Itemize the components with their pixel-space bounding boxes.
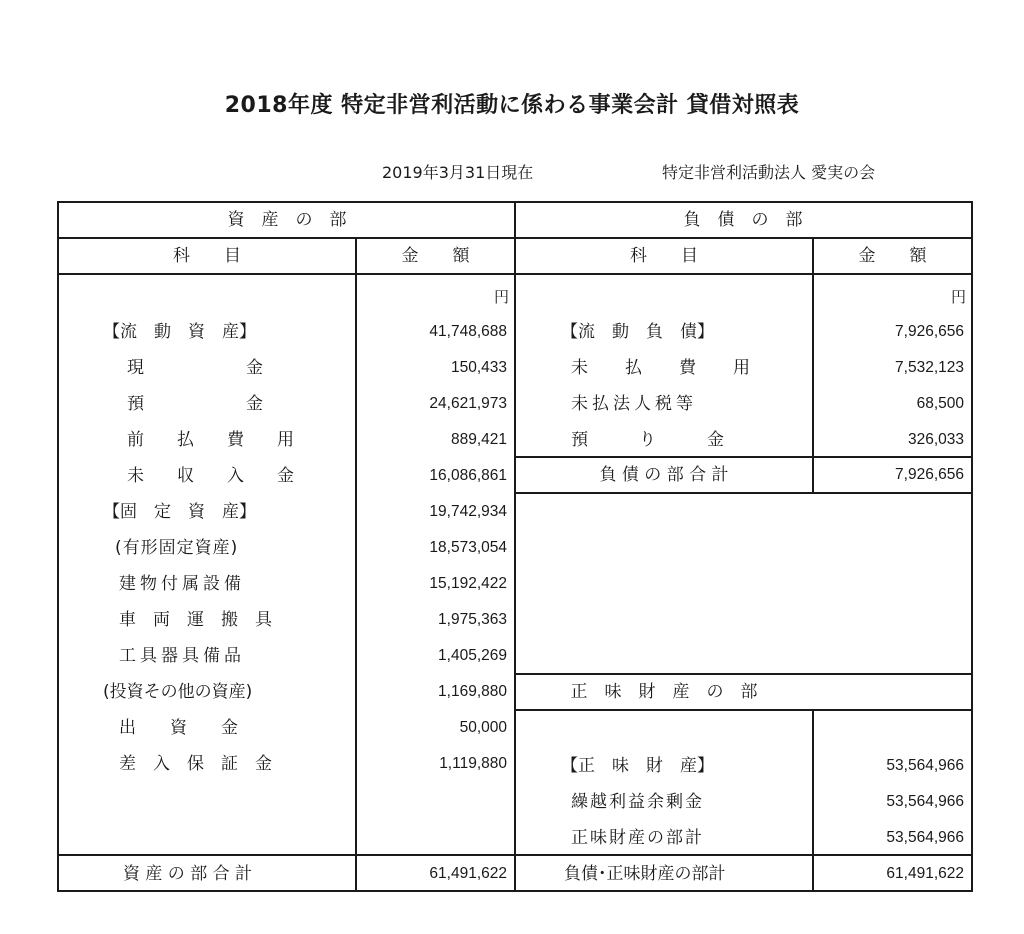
- assets-item-column-header: 科 目: [173, 246, 241, 266]
- asset-row-label: 現 金: [127, 358, 263, 378]
- liabilities-unit-label: 円: [951, 288, 967, 306]
- liability-row-amount: 7,532,123: [895, 359, 964, 376]
- assets-total-label: 資 産 の 部 合 計: [123, 864, 253, 884]
- balance-sheet-table: [57, 201, 973, 892]
- liabilities-item-column-header: 科 目: [630, 246, 698, 266]
- net-assets-header-bottom-line: [515, 709, 971, 711]
- asset-row-amount: 1,975,363: [438, 611, 507, 628]
- grand-total-amount: 61,491,622: [886, 865, 964, 882]
- liability-row-amount: 326,033: [907, 431, 964, 448]
- asset-row-label: 出 資 金: [119, 718, 238, 738]
- asset-row-amount: 41,748,688: [429, 323, 507, 340]
- asset-row-amount: 50,000: [459, 719, 507, 736]
- net-asset-row-amount: 53,564,966: [886, 793, 964, 810]
- liabilities-section-header: 負 債 の 部: [683, 210, 803, 230]
- asset-row-label: 建物付属設備: [119, 574, 245, 594]
- net-asset-row-amount: 53,564,966: [886, 757, 964, 774]
- liability-row-label: 未払法人税等: [571, 394, 697, 414]
- asset-row-label: (有形固定資産): [115, 538, 239, 558]
- net-asset-row-label: 正味財産の部計: [571, 828, 704, 848]
- asset-row-amount: 15,192,422: [429, 575, 507, 592]
- organization-name: 特定非営利活動法人 愛実の会: [662, 163, 876, 182]
- asset-row-label: (投資その他の資産): [103, 682, 253, 702]
- assets-section-header: 資 産 の 部: [227, 210, 347, 230]
- liability-total-top-line: [515, 456, 971, 458]
- as-of-date: 2019年3月31日現在: [382, 163, 534, 182]
- asset-row-label: 前 払 費 用: [127, 430, 302, 450]
- center-divider: [514, 203, 516, 890]
- asset-row-amount: 1,405,269: [438, 647, 507, 664]
- document-title: 2018年度 特定非営利活動に係わる事業会計 貸借対照表: [224, 93, 800, 118]
- net-assets-header-top-line: [515, 673, 971, 675]
- asset-row-label: 工具器具備品: [119, 646, 245, 666]
- asset-row-label: 【固 定 資 産】: [103, 502, 256, 522]
- asset-row-amount: 24,621,973: [429, 395, 507, 412]
- assets-amount-column-header: 金 額: [401, 246, 470, 266]
- asset-row-label: 差 入 保 証 金: [119, 754, 272, 774]
- asset-row-label: 車 両 運 搬 具: [119, 610, 272, 630]
- liability-row-label: 【流 動 負 債】: [561, 322, 714, 342]
- asset-row-label: 預 金: [127, 394, 263, 414]
- asset-row-amount: 18,573,054: [429, 539, 507, 556]
- liability-row-label: 未 払 費 用: [571, 358, 760, 378]
- asset-row-label: 【流 動 資 産】: [103, 322, 256, 342]
- asset-row-amount: 1,169,880: [438, 683, 507, 700]
- asset-row-amount: 889,421: [450, 431, 507, 448]
- net-asset-row-label: 繰越利益余剰金: [571, 792, 704, 812]
- grand-total-label: 負債･正味財産の部計: [564, 864, 726, 884]
- net-asset-row-amount: 53,564,966: [886, 829, 964, 846]
- liability-total-bottom-line: [515, 492, 971, 494]
- net-asset-row-label: 【正 味 財 産】: [561, 756, 714, 776]
- liability-row-amount: 7,926,656: [895, 323, 964, 340]
- liabilities-total-amount: 7,926,656: [895, 466, 964, 483]
- liabilities-amount-column-header: 金 額: [858, 246, 927, 266]
- asset-row-amount: 150,433: [450, 359, 507, 376]
- liability-row-label: 預 り 金: [571, 430, 724, 450]
- assets-total-amount: 61,491,622: [429, 865, 507, 882]
- net-assets-section-header: 正 味 財 産 の 部: [570, 682, 758, 702]
- asset-row-label: 未 収 入 金: [127, 466, 302, 486]
- liability-row-amount: 68,500: [916, 395, 964, 412]
- asset-row-amount: 1,119,880: [439, 755, 507, 772]
- liabilities-total-label: 負 債 の 部 合 計: [599, 465, 729, 485]
- asset-row-amount: 16,086,861: [429, 467, 507, 484]
- asset-row-amount: 19,742,934: [429, 503, 507, 520]
- assets-unit-label: 円: [494, 288, 510, 306]
